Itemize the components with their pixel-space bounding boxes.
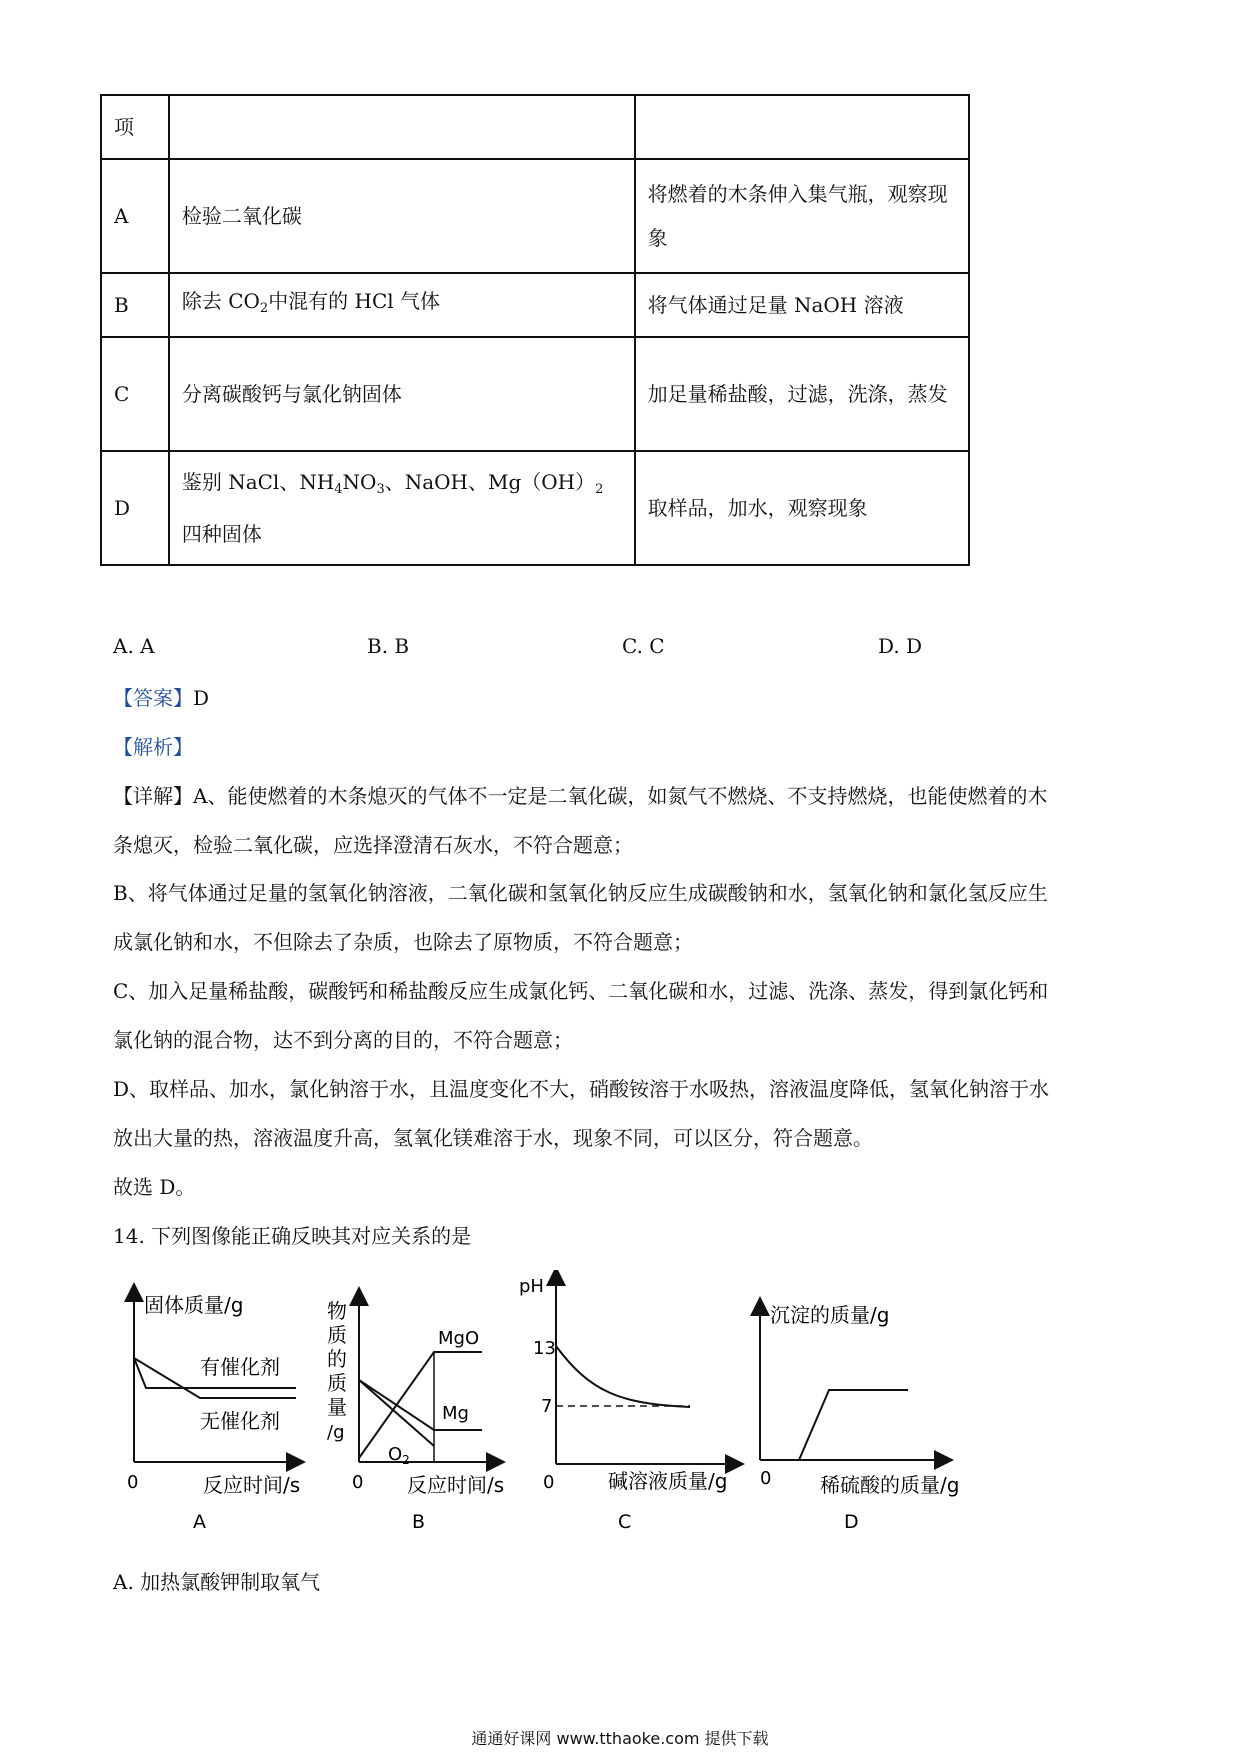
row-id: D bbox=[101, 451, 169, 565]
graph-a bbox=[127, 1292, 300, 1533]
graph-d-xlabel: 稀硫酸的质量/g bbox=[820, 1473, 960, 1497]
goal-text: NO bbox=[342, 470, 377, 494]
graph-b-o2-subscript: 2 bbox=[402, 1453, 410, 1467]
graph-a-xlabel: 反应时间/s bbox=[203, 1473, 301, 1497]
experiment-table bbox=[100, 94, 970, 566]
header-cell-goal bbox=[169, 95, 635, 159]
analysis-label: 【解析】 bbox=[113, 735, 193, 759]
row-goal: 检验二氧化碳 bbox=[169, 159, 635, 273]
question-14: 14. 下列图像能正确反映其对应关系的是 bbox=[113, 1224, 472, 1248]
graph-c-ph-curve bbox=[556, 1346, 690, 1407]
goal-text: 、NaOH、Mg（OH） bbox=[384, 470, 596, 494]
graph-b-o2-label bbox=[388, 1444, 410, 1467]
row-id: C bbox=[101, 337, 169, 451]
graph-d-ylabel: 沉淀的质量/g bbox=[770, 1303, 890, 1327]
goal-subscript: 2 bbox=[595, 482, 604, 497]
graph-b-ylabel-char: 质 bbox=[327, 1371, 347, 1395]
option-c[interactable]: C. C bbox=[622, 634, 665, 658]
header-cell-item: 项 bbox=[101, 95, 169, 159]
graph-c-tick-7: 7 bbox=[541, 1396, 553, 1417]
detail-line: 故选 D。 bbox=[113, 1175, 196, 1199]
graph-c-caption: C bbox=[618, 1511, 632, 1533]
detail-line: 氯化钠的混合物，达不到分离的目的，不符合题意； bbox=[113, 1028, 573, 1052]
goal-subscript: 4 bbox=[334, 482, 343, 497]
detail-line: B、将气体通过足量的氢氧化钠溶液，二氧化碳和氢氧化钠反应生成碳酸钠和水，氢氧化钠和氯化氢反应生 bbox=[113, 881, 1048, 905]
goal-text: 中混有的 HCl 气体 bbox=[268, 289, 441, 313]
graph-c bbox=[519, 1276, 735, 1533]
answer-value: D bbox=[193, 686, 210, 710]
graph-c-tick-13: 13 bbox=[533, 1338, 556, 1359]
graph-b-origin: 0 bbox=[352, 1472, 364, 1493]
graph-a-ylabel: 固体质量/g bbox=[144, 1293, 244, 1317]
graph-d bbox=[760, 1303, 959, 1533]
page-footer: 通通好课网 www.tthaoke.com 提供下载 bbox=[471, 1729, 769, 1748]
graph-b-o2-curve bbox=[359, 1380, 434, 1446]
goal-text: 四种固体 bbox=[181, 522, 262, 546]
option-14-a[interactable]: A. 加热氯酸钾制取氧气 bbox=[113, 1570, 321, 1594]
detail-text: A、能使燃着的木条熄灭的气体不一定是二氧化碳，如氮气不燃烧、不支持燃烧，也能使燃着的木 bbox=[193, 784, 1048, 808]
row-method: 将燃着的木条伸入集气瓶，观察现象 bbox=[635, 159, 969, 273]
option-b[interactable]: B. B bbox=[367, 634, 410, 658]
detail-line: D、取样品、加水，氯化钠溶于水，且温度变化不大，硝酸铵溶于水吸热，溶液温度降低，氢氧化钠溶于水 bbox=[113, 1077, 1050, 1101]
graph-a-caption: A bbox=[193, 1511, 206, 1533]
row-goal bbox=[169, 451, 635, 565]
graph-c-xlabel: 碱溶液质量/g bbox=[608, 1469, 728, 1493]
detail-line: 放出大量的热，溶液温度升高，氢氧化镁难溶于水，现象不同，可以区分，符合题意。 bbox=[113, 1126, 873, 1150]
graph-b-xlabel: 反应时间/s bbox=[407, 1473, 505, 1497]
table-row bbox=[101, 337, 969, 451]
option-d[interactable]: D. D bbox=[878, 634, 923, 658]
graph-d-precipitate-curve bbox=[760, 1390, 908, 1460]
table-header-row bbox=[101, 95, 969, 159]
goal-subscript: 2 bbox=[259, 301, 269, 316]
row-goal bbox=[169, 273, 635, 337]
graph-b bbox=[327, 1296, 504, 1533]
graph-b-ylabel-char: 质 bbox=[327, 1323, 347, 1347]
detail-line: 条熄灭，检验二氧化碳，应选择澄清石灰水，不符合题意； bbox=[113, 833, 633, 857]
graphs-figure bbox=[0, 1270, 1240, 1550]
graph-d-origin: 0 bbox=[760, 1468, 772, 1489]
goal-subscript: 3 bbox=[376, 482, 385, 497]
goal-text: 鉴别 NaCl、NH bbox=[181, 470, 335, 494]
answer-label: 【答案】 bbox=[113, 686, 193, 710]
row-method: 取样品，加水，观察现象 bbox=[635, 451, 969, 565]
graph-a-origin: 0 bbox=[127, 1472, 139, 1493]
graph-d-caption: D bbox=[844, 1511, 859, 1533]
graph-b-ylabel-char: 的 bbox=[327, 1347, 347, 1371]
detail-line: C、加入足量稀盐酸，碳酸钙和稀盐酸反应生成氯化钙、二氧化碳和水，过滤、洗涤、蒸发，得到氯化钙和 bbox=[113, 979, 1049, 1003]
graph-c-origin: 0 bbox=[543, 1472, 555, 1493]
table-row bbox=[101, 273, 969, 337]
table-row bbox=[101, 451, 969, 565]
graph-b-caption: B bbox=[412, 1511, 426, 1533]
graph-b-ylabel-char: 物 bbox=[327, 1299, 347, 1323]
row-id: B bbox=[101, 273, 169, 337]
graph-b-mgo-label: MgO bbox=[438, 1328, 480, 1349]
header-cell-method bbox=[635, 95, 969, 159]
table-row bbox=[101, 159, 969, 273]
graph-c-ylabel: pH bbox=[519, 1276, 544, 1297]
option-a[interactable]: A. A bbox=[113, 634, 155, 658]
goal-text: 除去 CO bbox=[181, 289, 260, 313]
row-goal: 分离碳酸钙与氯化钠固体 bbox=[169, 337, 635, 451]
graph-b-o2-symbol: O bbox=[388, 1444, 403, 1465]
graph-a-curve2-label: 无催化剂 bbox=[200, 1409, 280, 1433]
row-id: A bbox=[101, 159, 169, 273]
row-method: 加足量稀盐酸，过滤，洗涤，蒸发 bbox=[635, 337, 969, 451]
answer-line bbox=[113, 682, 209, 711]
detail-line: 成氯化钠和水，不但除去了杂质，也除去了原物质，不符合题意； bbox=[113, 930, 693, 954]
graph-b-ylabel-char: /g bbox=[327, 1422, 345, 1443]
graph-b-ylabel-char: 量 bbox=[327, 1395, 347, 1419]
graph-a-curve1-label: 有催化剂 bbox=[200, 1355, 280, 1379]
detail-line bbox=[113, 780, 1047, 809]
row-method: 将气体通过足量 NaOH 溶液 bbox=[635, 273, 969, 337]
detail-label: 【详解】 bbox=[113, 784, 193, 808]
graph-b-mg-label: Mg bbox=[442, 1403, 469, 1424]
